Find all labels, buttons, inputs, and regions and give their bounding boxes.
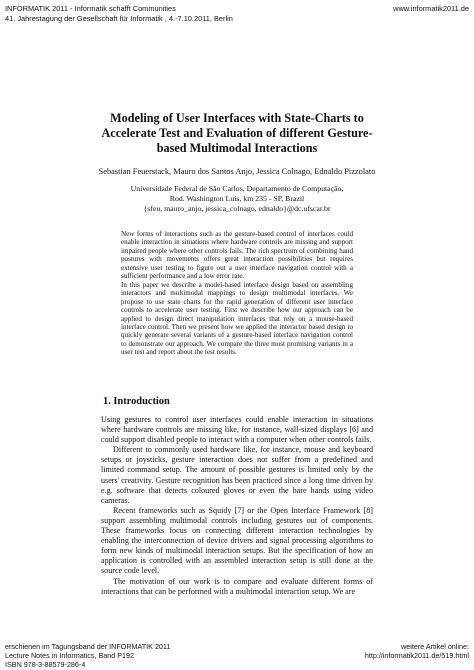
footer-link: http://informatik2011.de/519.html <box>364 650 469 660</box>
header-website: www.informatik2011.de <box>393 4 469 13</box>
header-event-line: 41. Jahrestagung der Gesellschaft für Informatik , 4.-7.10.2011, Berlin <box>5 13 233 23</box>
section-heading: 1. Introduction <box>103 396 170 407</box>
body-paragraph: Using gestures to control user interfaces could enable interaction in situations where hardware controls are missing like, for instance, wall-sized displays [6] and could support disabled people to interact with a computer when other controls fails. <box>101 415 373 445</box>
affiliation-line: Rod. Washington Luis, km 235 - SP, Brazil <box>169 193 305 203</box>
footer-isbn: ISBN 978-3-88579-286-4 <box>5 659 86 669</box>
author-list: Sebastian Feuerstack, Mauro dos Santos Anjo, Jessica Colnago, Ednaldo Pizzolato <box>98 167 376 176</box>
body-paragraph: The motivation of our work is to compare and evaluate different forms of interactions that can be performed with a multimodal interaction setup. We are <box>101 576 373 596</box>
abstract <box>121 230 353 357</box>
title-line: based Multimodal Interactions <box>156 141 318 155</box>
section-body <box>101 415 373 597</box>
body-paragraph: Recent frameworks such as Squidy [7] or the Open Interface Framework [8] support assembling multimodal controls including gestures out of components. These frameworks focus on connecting different interaction technologies by enabling the interconnection of device drivers and signal processing algorithms to form new kinds of multimodal interaction setups. But the specification of how an application is controlled with an assembled interaction setup is still done at the source code level. <box>101 505 373 576</box>
footer-line: erschienen im Tagungsband der INFORMATIK 2011 <box>5 642 171 651</box>
title-line: Accelerate Test and Evaluation of different Gesture- <box>101 126 373 140</box>
footer-line: weitere Artikel online: <box>401 642 469 651</box>
running-header-left <box>5 4 233 23</box>
affiliation-email: {sfeu, mauro_anjo, jessica_colnago, ednaldo}@dc.ufscar.br <box>143 203 331 213</box>
affiliation-line: Universidade Federal de São Carlos, Departamento de Computação, <box>130 184 344 193</box>
paper-title <box>72 111 402 156</box>
footer-online-info <box>365 643 469 661</box>
abstract-paragraph: In this paper we describe a model-based interface design based on assembling interactors and multimodal mappings to design multimodal interfaces. We propose to use state charts for the rapid generation of different user interface controls to accelerate user testing. First we describe how our approach can be applied to design direct manipulation interfaces that rely on a mouse-based interface control. Then we present how we applied the interactor based design to quickly generate several variants of a gesture-based interface navigation control to demonstrate our approach. We compare the three most promising variants in a user test and report about the test results. <box>121 280 353 357</box>
header-conference-line: INFORMATIK 2011 - Informatik schafft Communities <box>5 4 176 13</box>
footer-line: Lecture Notes in Informatics, Band P192 <box>5 650 135 660</box>
title-line: Modeling of User Interfaces with State-Charts to <box>110 111 364 125</box>
footer-publication-info <box>5 643 170 669</box>
abstract-paragraph: New forms of interactions such as the gesture-based control of interfaces could enable interaction in situations where hardware controls are missing and support impaired people where other controls fails. The rich spectrum of combining hand postures with movements offers great interaction possibilities but requires extensive user testing to figure out a user interface navigation control with a sufficient performance and a low error rate. <box>121 230 353 281</box>
body-paragraph: Different to commonly used hardware like, for instance, mouse and keyboard setups or joysticks, gesture interaction does not suffer from a predefined and limited command setup. The amount of possible gestures is limited only by the users' creativity. Gesture recognition has been practiced since a long time driven by e.g. software that detects coloured gloves or even the bare hands using video cameras. <box>101 445 373 505</box>
affiliation <box>60 184 414 213</box>
